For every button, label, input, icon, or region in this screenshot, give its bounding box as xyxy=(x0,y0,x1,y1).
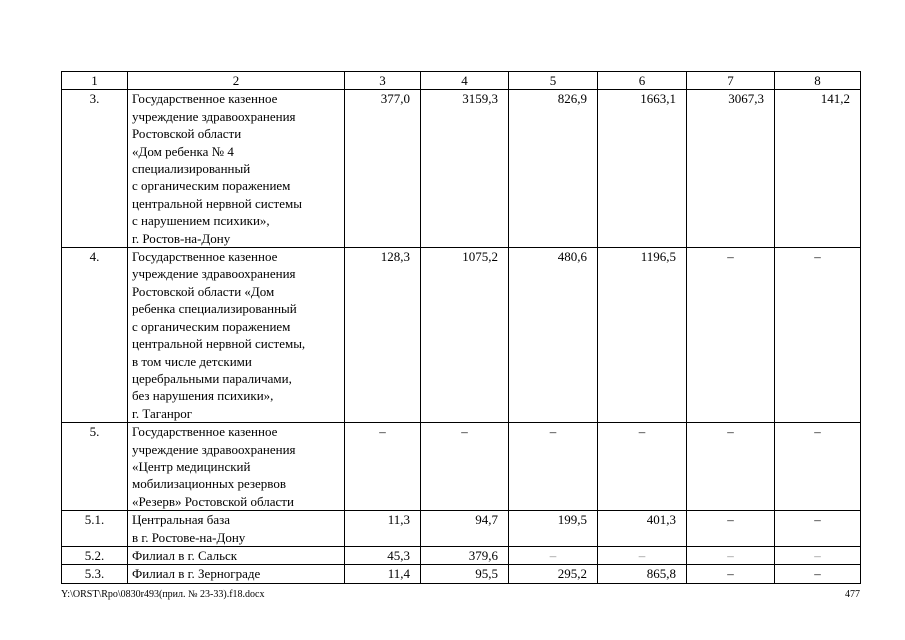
name-line: Филиал в г. Сальск xyxy=(132,547,238,563)
name-line: с органическим поражением xyxy=(132,178,291,194)
table-row xyxy=(62,546,861,564)
name-line: «Дом ребенка № 4 xyxy=(132,143,234,159)
value-cell-col6: – xyxy=(598,546,687,564)
value-cell-col3: – xyxy=(345,423,421,511)
name-line: Центральная база xyxy=(132,512,231,528)
header-cell: 1 xyxy=(62,72,128,90)
name-line: г. Таганрог xyxy=(132,405,193,421)
page-number: 477 xyxy=(845,589,860,600)
value-cell-col6: 401,3 xyxy=(598,511,687,547)
name-line: Государственное казенное xyxy=(132,91,278,107)
name-line: Государственное казенное xyxy=(132,424,278,440)
header-cell: 5 xyxy=(509,72,598,90)
value-cell-col8: – xyxy=(775,511,861,547)
value-cell-col8: – xyxy=(775,546,861,564)
name-line: центральной нервной системы, xyxy=(132,336,306,352)
name-line: с нарушением психики», xyxy=(132,213,270,229)
name-line: Филиал в г. Зернограде xyxy=(132,566,261,582)
value-cell-col4: 379,6 xyxy=(421,546,509,564)
document-table-wrapper xyxy=(61,71,860,584)
value-cell-col7: – xyxy=(687,546,775,564)
value-cell-col7: – xyxy=(687,511,775,547)
name-line: учреждение здравоохранения xyxy=(132,108,296,124)
value-cell-col3: 45,3 xyxy=(345,546,421,564)
header-cell: 4 xyxy=(421,72,509,90)
table-row xyxy=(62,423,861,511)
value-cell-col6: – xyxy=(598,423,687,511)
institution-name-cell xyxy=(128,565,345,583)
value-cell-col6: 1196,5 xyxy=(598,248,687,423)
header-cell: 6 xyxy=(598,72,687,90)
value-cell-col5: 199,5 xyxy=(509,511,598,547)
value-cell-col8: 141,2 xyxy=(775,90,861,248)
name-line: Ростовской области «Дом xyxy=(132,283,275,299)
header-cell: 8 xyxy=(775,72,861,90)
value-cell-col4: 95,5 xyxy=(421,565,509,583)
value-cell-col3: 377,0 xyxy=(345,90,421,248)
footer-file-path: Y:\ORST\Rpo\0830r493(прил. № 23-33).f18.docx xyxy=(61,589,265,600)
institution-name-cell xyxy=(128,546,345,564)
value-cell-col5: 480,6 xyxy=(509,248,598,423)
name-line: церебральными параличами, xyxy=(132,370,292,386)
institution-name-cell xyxy=(128,248,345,423)
value-cell-col7: – xyxy=(687,423,775,511)
value-cell-col5: – xyxy=(509,546,598,564)
name-line: ребенка специализированный xyxy=(132,301,297,317)
table-header-row xyxy=(62,72,861,90)
header-cell: 7 xyxy=(687,72,775,90)
table-row xyxy=(62,90,861,248)
name-line: без нарушения психики», xyxy=(132,388,274,404)
value-cell-col4: 3159,3 xyxy=(421,90,509,248)
name-line: мобилизационных резервов xyxy=(132,476,286,492)
header-cell: 3 xyxy=(345,72,421,90)
value-cell-col5: 826,9 xyxy=(509,90,598,248)
name-line: учреждение здравоохранения xyxy=(132,441,296,457)
value-cell-col5: 295,2 xyxy=(509,565,598,583)
name-line: «Центр медицинский xyxy=(132,458,251,474)
value-cell-col4: 94,7 xyxy=(421,511,509,547)
value-cell-col7: – xyxy=(687,248,775,423)
table-row xyxy=(62,565,861,583)
row-number-cell: 5.3. xyxy=(62,565,128,583)
name-line: учреждение здравоохранения xyxy=(132,266,296,282)
row-number-cell: 5. xyxy=(62,423,128,511)
value-cell-col5: – xyxy=(509,423,598,511)
value-cell-col4: 1075,2 xyxy=(421,248,509,423)
name-line: специализированный xyxy=(132,161,251,177)
row-number-cell: 5.1. xyxy=(62,511,128,547)
institution-name-cell xyxy=(128,90,345,248)
document-table xyxy=(61,71,861,584)
header-cell: 2 xyxy=(128,72,345,90)
name-line: с органическим поражением xyxy=(132,318,291,334)
name-line: г. Ростов-на-Дону xyxy=(132,230,231,246)
name-line: центральной нервной системы xyxy=(132,195,302,211)
value-cell-col7: – xyxy=(687,565,775,583)
value-cell-col3: 128,3 xyxy=(345,248,421,423)
table-row xyxy=(62,248,861,423)
institution-name-cell xyxy=(128,423,345,511)
table-row xyxy=(62,511,861,547)
name-line: Ростовской области xyxy=(132,126,242,142)
value-cell-col3: 11,4 xyxy=(345,565,421,583)
name-line: Государственное казенное xyxy=(132,249,278,265)
value-cell-col7: 3067,3 xyxy=(687,90,775,248)
value-cell-col6: 865,8 xyxy=(598,565,687,583)
value-cell-col6: 1663,1 xyxy=(598,90,687,248)
value-cell-col8: – xyxy=(775,248,861,423)
row-number-cell: 5.2. xyxy=(62,546,128,564)
institution-name-cell xyxy=(128,511,345,547)
value-cell-col3: 11,3 xyxy=(345,511,421,547)
row-number-cell: 4. xyxy=(62,248,128,423)
name-line: «Резерв» Ростовской области xyxy=(132,493,294,509)
name-line: в г. Ростове-на-Дону xyxy=(132,529,246,545)
value-cell-col8: – xyxy=(775,565,861,583)
row-number-cell: 3. xyxy=(62,90,128,248)
value-cell-col4: – xyxy=(421,423,509,511)
name-line: в том числе детскими xyxy=(132,353,252,369)
value-cell-col8: – xyxy=(775,423,861,511)
